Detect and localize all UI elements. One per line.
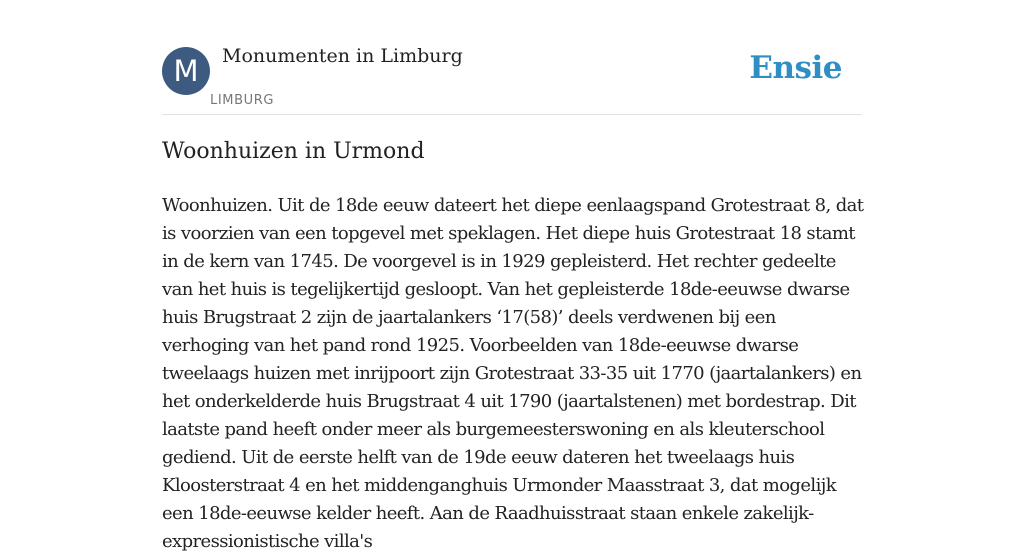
article-title: Woonhuizen in Urmond [162,139,425,164]
ensie-logo[interactable]: Ensie [749,50,842,86]
site-header [162,0,862,115]
site-title[interactable]: Monumenten in Limburg [222,45,463,67]
site-subtitle[interactable]: LIMBURG [210,93,275,108]
avatar[interactable]: M [162,47,210,95]
article-body: Woonhuizen. Uit de 18de eeuw dateert het diepe eenlaagspand Grotestraat 8, dat is voorzien van een topgevel met speklagen. Het diepe huis Grotestraat 18 stamt in de kern van 1745. De voorgevel is in 1929 gepleisterd. Het rechter gedeelte van het huis is tegelijkertijd gesloopt. Van het gepleisterde 18de-eeuwse dwarse huis Brugstraat 2 zijn de jaartalankers ‘17(58)’ deels verdwenen bij een verhoging van het pand rond 1925. Voorbeelden van 18de-eeuwse dwarse tweelaags huizen met inrijpoort zijn Grotestraat 33-35 uit 1770 (jaartalankers) en het onderkelderde huis Brugstraat 4 uit 1790 (jaartalstenen) met bordestrap. Dit laatste pand heeft onder meer als burgemeesterswoning en als kleuterschool gediend. Uit de eerste helft van de 19de eeuw dateren het tweelaags huis Kloosterstraat 4 en het middenganghuis Urmonder Maasstraat 3, dat mogelijk een 18de-eeuwse kelder heeft. Aan de Raadhuisstraat staan enkele zakelijk-expressionistische villa's [162,195,864,552]
content-container [162,0,864,552]
